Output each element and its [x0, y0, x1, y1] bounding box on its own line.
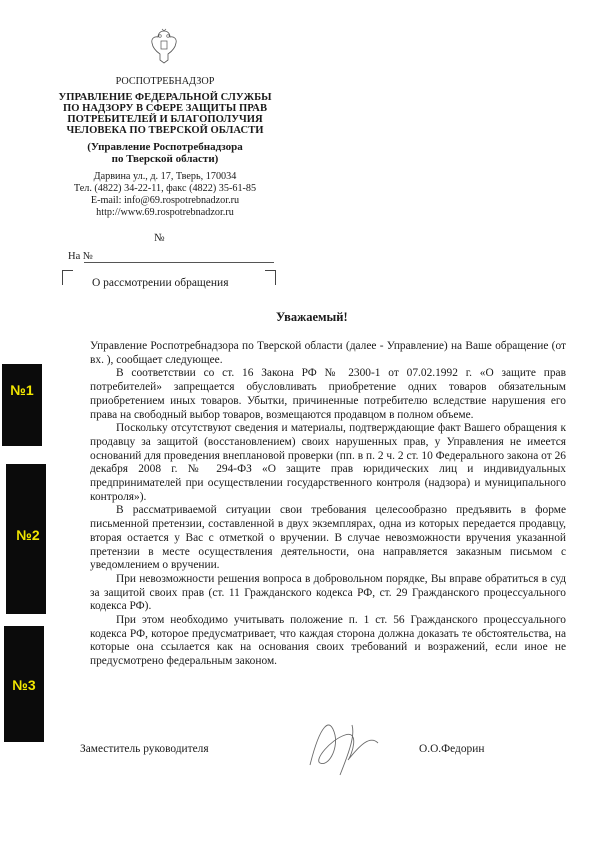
agency-phone: Тел. (4822) 34-22-11, факс (4822) 35-61-85	[73, 183, 257, 194]
paragraph-claim-advice: В рассматриваемой ситуации свои требования целесообразно предъявить в форме письменной претензии, составленной в двух экземплярах, одна из которых передается продавцу, вторая остается у Вас с отметкой о вручении. В случае невозможности вручения указанной претензии в месте осуществления деятельности, она направляется заказным письмом с уведомлением о вручении.	[90, 504, 566, 572]
signatory-position: Заместитель руководителя	[80, 743, 209, 755]
reference-number-line	[84, 262, 274, 263]
subject-bracket-right	[265, 270, 276, 285]
paragraph-no-grounds: Поскольку отсутствуют сведения и материалы, подтверждающие факт Вашего обращения к продавцу за защитой (восстановлением) своих нарушенных прав, у Управления не имеется оснований для проведения внеплановой проверки (пп. в п. 2 ч. 2 ст. 10 Федерального закона от 26 декабря 2008 г. № 294-ФЗ «О защите прав юридических лиц и индивидуальных предпринимателей при осуществлении государственного контроля (надзора) и муниципального контроля»).	[90, 422, 566, 503]
letter-body	[90, 340, 566, 669]
marker-1-label: №1	[10, 382, 34, 398]
paragraph-evidence: При этом необходимо учитывать положение п. 1 ст. 56 Гражданского процессуального кодекса РФ, которое предусматривает, что каждая сторона должна доказать те обстоятельства, на которые она ссылается как на основания своих требований и возражений, если иное не предусмотрено федеральным законом.	[90, 614, 566, 668]
reference-number-label: На №	[68, 251, 93, 262]
agency-email: E-mail: info@69.rospotrebnadzor.ru	[90, 195, 240, 206]
agency-full-name-line-4: ЧЕЛОВЕКА ПО ТВЕРСКОЙ ОБЛАСТИ	[66, 125, 264, 136]
marker-1	[2, 364, 42, 446]
outgoing-number-label: №	[154, 232, 165, 244]
signatory-name: О.О.Федорин	[419, 743, 485, 755]
subject-bracket-left	[62, 270, 73, 285]
agency-abbreviation-line-1: (Управление Роспотребнадзора	[87, 141, 243, 153]
agency-full-name-line-3: ПОТРЕБИТЕЛЕЙ И БЛАГОПОЛУЧИЯ	[67, 114, 263, 125]
paragraph-intro: Управление Роспотребнадзора по Тверской области (далее - Управление) на Ваше обращение (от вх. ), сообщает следующее.	[90, 340, 566, 366]
handwritten-signature	[300, 705, 390, 785]
agency-short-name: РОСПОТРЕБНАДЗОР	[115, 76, 215, 87]
coat-of-arms-emblem	[149, 28, 179, 66]
letter-subject: О рассмотрении обращения	[92, 277, 229, 289]
agency-website: http://www.69.rospotrebnadzor.ru	[96, 207, 234, 218]
paragraph-law-reference: В соответствии со ст. 16 Закона РФ № 2300-1 от 07.02.1992 г. «О защите прав потребителей» запрещается обусловливать приобретение одних товаров обязательным приобретением иных товаров. Убытки, причиненные потребителю вследствие нарушения его права на свободный выбор товаров, возмещаются продавцом в полном объеме.	[90, 367, 566, 421]
agency-address: Дарвина ул., д. 17, Тверь, 170034	[93, 171, 237, 182]
salutation: Уважаемый!	[276, 310, 348, 324]
paragraph-court: При невозможности решения вопроса в добровольном порядке, Вы вправе обратиться в суд за защитой своих прав (ст. 11 Гражданского кодекса РФ, ст. 29 Гражданского процессуального кодекса РФ).	[90, 572, 566, 613]
agency-abbreviation-line-2: по Тверской области)	[111, 153, 219, 165]
marker-3-label: №3	[12, 677, 36, 693]
marker-2-label: №2	[16, 527, 40, 543]
agency-full-name-line-1: УПРАВЛЕНИЕ ФЕДЕРАЛЬНОЙ СЛУЖБЫ	[58, 92, 272, 103]
agency-full-name-line-2: ПО НАДЗОРУ В СФЕРЕ ЗАЩИТЫ ПРАВ	[62, 103, 268, 114]
